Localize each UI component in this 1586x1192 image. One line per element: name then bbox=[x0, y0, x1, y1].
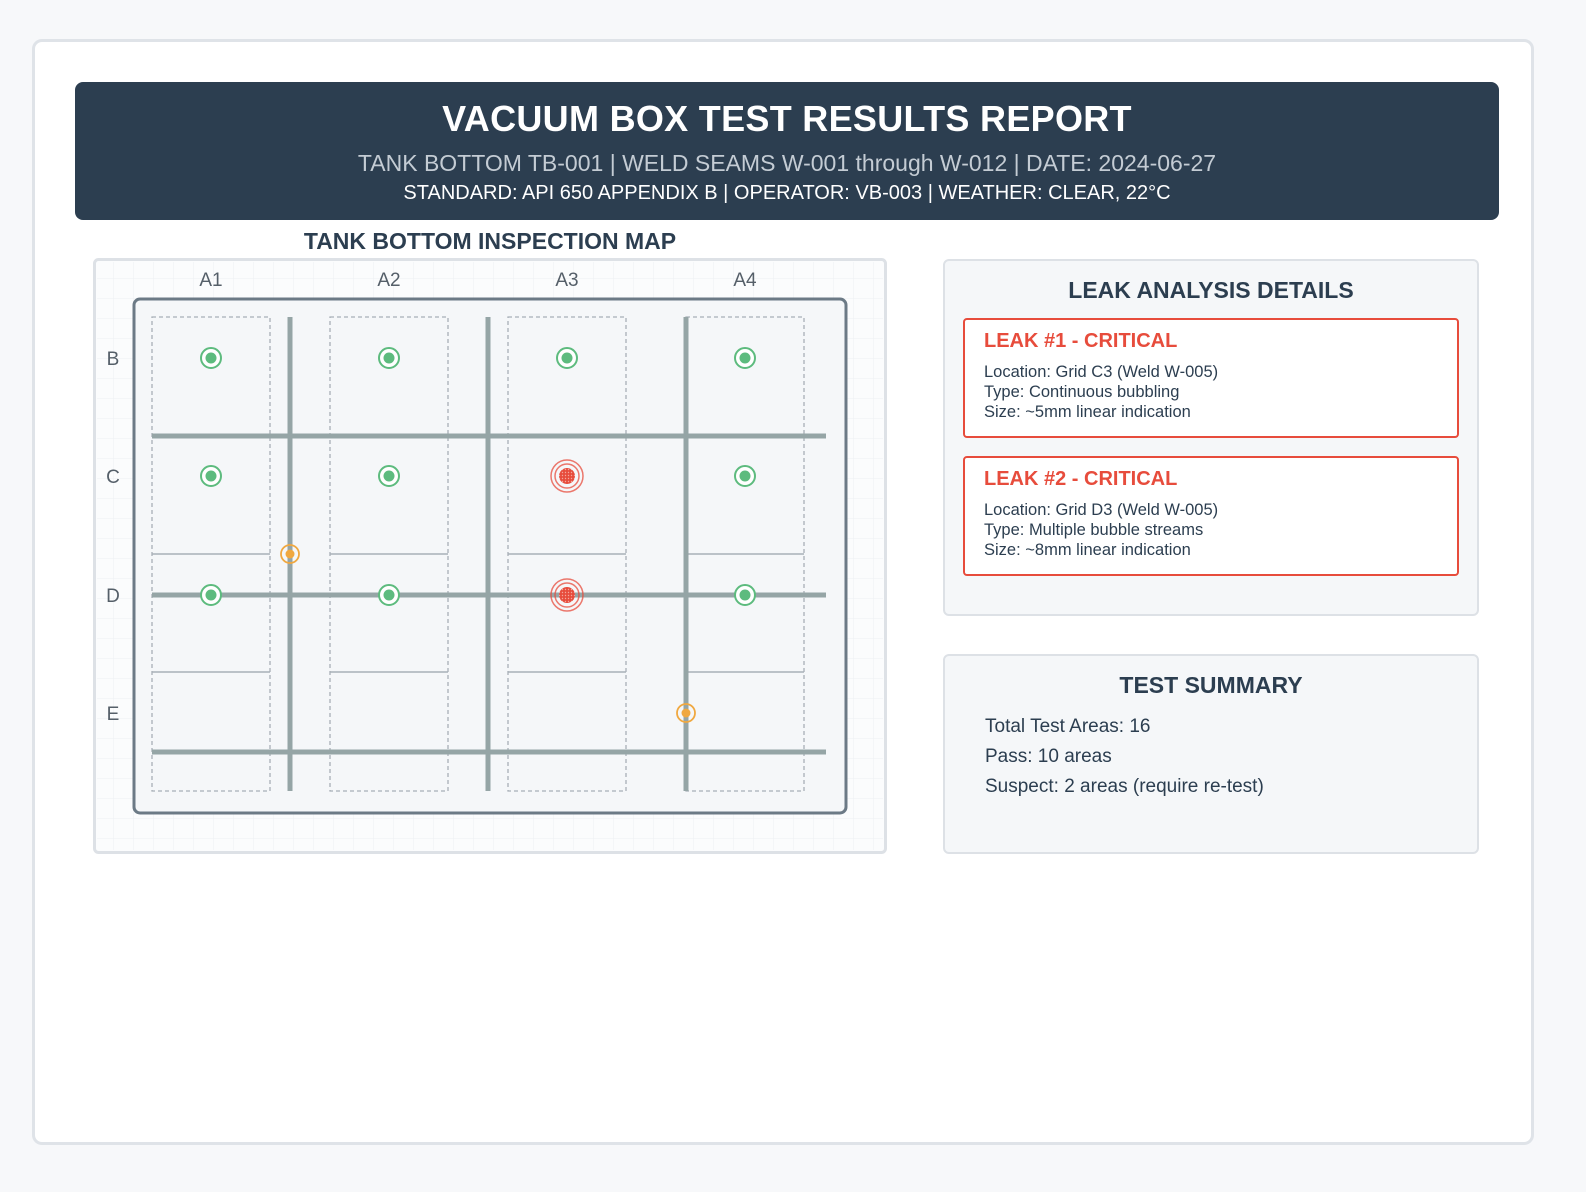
pass-marker-dot bbox=[206, 590, 217, 601]
column-label: A3 bbox=[555, 270, 579, 291]
column-label: A2 bbox=[377, 270, 401, 291]
inspection-map bbox=[93, 258, 887, 859]
leak-size: Size: ~8mm linear indication bbox=[984, 541, 1191, 559]
report-title: VACUUM BOX TEST RESULTS REPORT bbox=[442, 98, 1132, 139]
leak-analysis-title: LEAK ANALYSIS DETAILS bbox=[1068, 277, 1354, 303]
report-header bbox=[75, 82, 1499, 220]
column-label: A4 bbox=[733, 270, 757, 291]
leak-marker bbox=[559, 468, 575, 484]
map-title: TANK BOTTOM INSPECTION MAP bbox=[303, 228, 677, 254]
pass-marker-dot bbox=[206, 471, 217, 482]
pass-marker-dot bbox=[206, 353, 217, 364]
suspect-marker bbox=[682, 709, 691, 718]
pass-marker-dot bbox=[740, 590, 751, 601]
summary-pass: Pass: 10 areas bbox=[985, 746, 1112, 767]
leak-card-1 bbox=[963, 318, 1459, 438]
leak-title: LEAK #1 - CRITICAL bbox=[984, 330, 1178, 352]
pass-marker-dot bbox=[384, 590, 395, 601]
pass-marker-dot bbox=[384, 353, 395, 364]
test-summary-panel bbox=[943, 654, 1479, 854]
test-summary-title: TEST SUMMARY bbox=[1119, 672, 1303, 698]
pass-marker-dot bbox=[740, 353, 751, 364]
leak-marker bbox=[559, 587, 575, 603]
report-page bbox=[32, 39, 1534, 1145]
leak-location: Location: Grid C3 (Weld W-005) bbox=[984, 363, 1219, 381]
row-label: E bbox=[106, 704, 120, 725]
report-details: STANDARD: API 650 APPENDIX B | OPERATOR: VB-003 | WEATHER: CLEAR, 22°C bbox=[403, 182, 1171, 204]
pass-marker-dot bbox=[384, 471, 395, 482]
pass-marker-dot bbox=[740, 471, 751, 482]
row-label: D bbox=[106, 586, 120, 607]
leak-analysis-panel bbox=[943, 259, 1479, 616]
report-subtitle: TANK BOTTOM TB-001 | WELD SEAMS W-001 through W-012 | DATE: 2024-06-27 bbox=[357, 150, 1217, 176]
suspect-marker bbox=[286, 550, 295, 559]
row-label: C bbox=[106, 467, 120, 488]
leak-type: Type: Continuous bubbling bbox=[984, 383, 1180, 401]
leak-card-2 bbox=[963, 456, 1459, 576]
row-label: B bbox=[106, 349, 120, 370]
summary-total: Total Test Areas: 16 bbox=[985, 716, 1151, 737]
leak-size: Size: ~5mm linear indication bbox=[984, 403, 1191, 421]
summary-suspect: Suspect: 2 areas (require re-test) bbox=[985, 776, 1264, 797]
pass-marker-dot bbox=[562, 353, 573, 364]
column-label: A1 bbox=[199, 270, 223, 291]
leak-title: LEAK #2 - CRITICAL bbox=[984, 468, 1178, 490]
leak-type: Type: Multiple bubble streams bbox=[984, 521, 1204, 539]
leak-location: Location: Grid D3 (Weld W-005) bbox=[984, 501, 1219, 519]
